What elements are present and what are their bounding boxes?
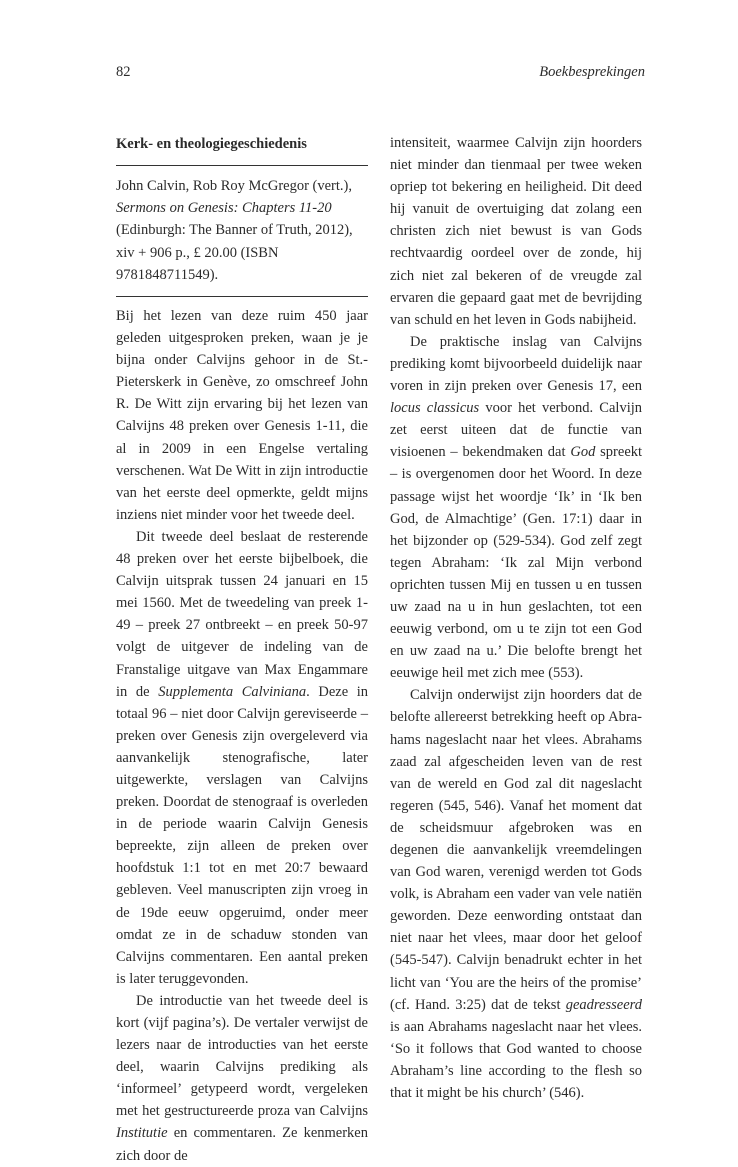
paragraph-text: spreekt – is overgenomen door het Woord. In deze passage wijst het woordje ‘Ik’ in ‘Ik ben God, de Almachtige’ (Gen. 17:1) daar in het bijzonder op (529-534). God zelf zegt tegen Abraham: ‘Ik zal Mijn verbond oprichten tussen Mij en tussen u en tussen uw zaad na u in hun geslachten, tot een eeuwig verbond, om u te zijn tot een God en uw zaad na u.’ Die belofte brengt het eeuwige heil met zich mee (553). [390,444,643,682]
citation-details: (Edinburgh: The Banner of Truth, 2012), xiv + 906 p., £ 20.00 (ISBN 9781848711549). [116,222,353,283]
paragraph-text: . Deze in totaal 96 – niet door Calvijn gereviseerde – preken over Genesis zijn overgeleverd via aanvankelijk stenografische, later uitgewerkte, verslagen van Calvijns preken. Doordat de stenograaf is overleden in de periode waarin Calvijn Genesis bepreekte, zijn alleen de preken over hoofdstuk 1:1 tot en met 20:7 bewaard gebleven. Veel manuscripten zijn vroeg in de 19de eeuw opgeruimd, onder meer omdat ze in de schaduw stonden van Calvijns commentaren. Een aantal preken is later teruggevonden. [116,683,369,987]
paragraph [390,684,642,1104]
paragraph-text: is aan Abrahams nageslacht naar het vlees. ‘So it follows that God wanted to choose Abraham’s line according to the flesh so that it might be his church’ (546). [390,1018,642,1102]
divider-bottom [116,296,368,297]
paragraph [390,331,642,685]
paragraph-text: De praktische inslag van Calvijns prediking komt bijvoorbeeld duidelijk naar voren in zijn preken over Genesis 17, een [390,333,642,395]
citation-title: Sermons on Genesis: Chapters 11-20 [116,200,332,217]
paragraph-text: De introductie van het tweede deel is kort (vijf pagina’s). De vertaler verwijst de lezers naar de introducties van het eerste deel, waarin Calvijns prediking als ‘informeel’ getypeerd wordt, vergeleken met het gestructureerde proza van Calvijns [116,992,368,1120]
paragraph-text: Calvijn onderwijst zijn hoorders dat de belofte allereerst betrekking heeft op Abrahams nageslacht naar het vlees. Abrahams zaad zal afgescheiden leven van de rest van de wereld en God zal dit nageslacht regeren (545, 546). Vanaf het moment dat de scheidsmuur afgebroken was en degenen die aanvankelijk vreemdelingen van God waren, verenigd werden tot Gods volk, is Abraham een vader van vele natiën geworden. Deze eenwording ontstaat dan niet naar het vlees, maar door het geloof (545-547). Calvijn benadrukt echter in het licht van ‘You are the heirs of the promise’ (cf. Hand. 3:25) dat de tekst [390,687,642,1013]
paragraph: intensiteit, waarmee Calvijn zijn hoorders niet minder dan tienmaal per twee weken opriep tot bekering en heiligheid. Dit deed hij vanuit de overtuiging dat zolang een christen zich niet bewust is van Gods rechtvaardig oordeel over de zonde, hij zich niet zal bekeren of de vreugde zal ervaren die gepaard gaat met de bevrijding van schuld en het leven in Gods nabijheid. [390,135,642,328]
right-column [390,132,642,1104]
italic-title: Supplementa Calviniana [158,683,307,700]
divider-top [116,165,368,166]
paragraph: Bij het lezen van deze ruim 450 jaar geleden uitgesproken preken, waan je je bijna onder Calvijns gehoor in de St.-Pieterskerk in Genève, zo omschreef John R. De Witt zijn ervaring bij het lezen van Calvijns 48 preken over Genesis 1-11, die al in 2009 in een Engelse vertaling verschenen. Wat De Witt in zijn introductie van het eerste deel opmerkte, geldt mijns inziens niet minder voor het tweede deel. [116,308,368,523]
paragraph-text: Dit tweede deel beslaat de resterende 48 preken over het eerste bijbelboek, die Calvijn uitsprak tussen 24 januari en 15 mei 1560. Met de tweedeling van preek 1-49 – preek 27 ontbreekt – en preek 50-97 volgt de uitgever de indeling van de Franstalige uitgave van Max Engammare in de [116,528,368,700]
paragraph-text: en commentaren. Ze kenmerken zich door de [116,1125,368,1164]
italic-title: Institutie [116,1125,168,1142]
paragraph [116,526,368,990]
italic-term: geadresseerd [565,996,642,1013]
left-column [116,132,368,1167]
italic-term: God [570,444,596,461]
running-head: Boekbesprekingen [539,64,645,80]
page-number: 82 [116,64,131,80]
citation-author: John Calvin, Rob Roy McGregor (vert.), [116,178,352,194]
book-citation [116,175,368,286]
section-heading: Kerk- en theologiegeschiedenis [116,136,307,152]
paragraph [116,990,368,1167]
italic-term: locus classicus [390,400,480,417]
paragraph-text: voor het verbond. Calvijn zet eerst uiteen dat de functie van visioenen – bekendmaken dat [390,400,643,461]
